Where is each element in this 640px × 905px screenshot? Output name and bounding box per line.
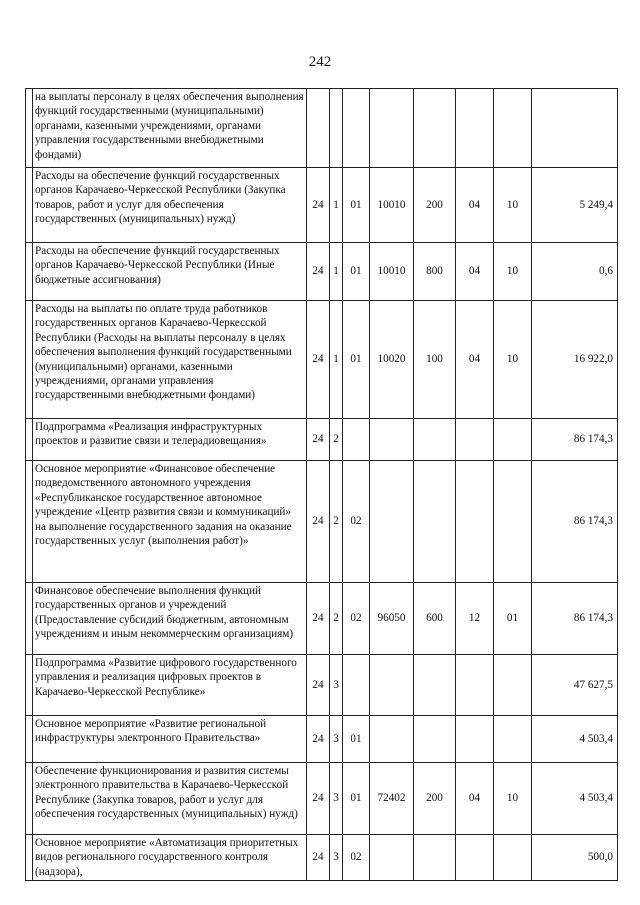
cell-pr: 2: [330, 419, 343, 461]
cell-vr: [414, 655, 456, 716]
row-name-cell: Обеспечение функционирования и развития системы электронного правительства в Карачаево-Черкесской Республике (Закупка товаров, работ и услуг для обеспечения государственных (муниципальных) нужд): [33, 763, 307, 835]
cell-pr: 1: [330, 301, 343, 419]
row-name-cell: Основное мероприятие «Автоматизация приоритетных видов регионального государственного контроля (надзора),: [33, 835, 307, 881]
cell-vr: [414, 419, 456, 461]
cell-pz: [494, 716, 532, 763]
cell-gr: 24: [307, 655, 330, 716]
table-row: [26, 716, 618, 763]
cell-csr: [370, 89, 414, 168]
cell-rz: [456, 89, 494, 168]
cell-pr: 2: [330, 583, 343, 655]
cell-rz: 04: [456, 301, 494, 419]
cell-gr: [307, 89, 330, 168]
table-row: [26, 243, 618, 301]
cell-vr: [414, 461, 456, 583]
cell-pz: 10: [494, 763, 532, 835]
cell-pr: 3: [330, 763, 343, 835]
cell-gr: 24: [307, 419, 330, 461]
cell-csr: 72402: [370, 763, 414, 835]
cell-ppr: [343, 419, 370, 461]
margin-cell: [26, 301, 33, 419]
row-name-cell: Расходы на обеспечение функций государственных органов Карачаево-Черкесской Республики (Иные бюджетные ассигнования): [33, 243, 307, 301]
margin-cell: [26, 419, 33, 461]
cell-gr: 24: [307, 168, 330, 243]
cell-ppr: 01: [343, 763, 370, 835]
cell-gr: 24: [307, 716, 330, 763]
cell-csr: 96050: [370, 583, 414, 655]
budget-table: [25, 88, 618, 881]
cell-vr: [414, 89, 456, 168]
cell-vr: 200: [414, 763, 456, 835]
margin-cell: [26, 763, 33, 835]
cell-sum: 4 503,4: [532, 716, 618, 763]
cell-sum: 5 249,4: [532, 168, 618, 243]
cell-vr: 200: [414, 168, 456, 243]
cell-sum: 0,6: [532, 243, 618, 301]
cell-vr: 800: [414, 243, 456, 301]
margin-cell: [26, 835, 33, 881]
cell-csr: 10010: [370, 168, 414, 243]
row-name-cell: Подпрограмма «Развитие цифрового государственного управления и реализация цифровых проектов в Карачаево-Черкесской Республике»: [33, 655, 307, 716]
cell-rz: 04: [456, 168, 494, 243]
cell-ppr: 01: [343, 243, 370, 301]
table-row: [26, 419, 618, 461]
cell-pr: 3: [330, 655, 343, 716]
cell-rz: [456, 419, 494, 461]
cell-sum: 500,0: [532, 835, 618, 881]
cell-csr: [370, 461, 414, 583]
cell-pz: [494, 419, 532, 461]
cell-csr: 10010: [370, 243, 414, 301]
cell-sum: 86 174,3: [532, 583, 618, 655]
cell-pz: 01: [494, 583, 532, 655]
margin-cell: [26, 655, 33, 716]
cell-pz: [494, 461, 532, 583]
cell-rz: 12: [456, 583, 494, 655]
cell-ppr: 02: [343, 461, 370, 583]
cell-gr: 24: [307, 835, 330, 881]
margin-cell: [26, 168, 33, 243]
row-name-cell: Основное мероприятие «Развитие региональной инфраструктуры электронного Правительства»: [33, 716, 307, 763]
cell-vr: [414, 716, 456, 763]
cell-gr: 24: [307, 243, 330, 301]
row-name-cell: Подпрограмма «Реализация инфраструктурных проектов и развитие связи и телерадиовещания»: [33, 419, 307, 461]
table-row: [26, 461, 618, 583]
cell-gr: 24: [307, 583, 330, 655]
cell-pz: 10: [494, 301, 532, 419]
margin-cell: [26, 89, 33, 168]
row-name-cell: Финансовое обеспечение выполнения функций государственных органов и учреждений (Предоставление субсидий бюджетным, автономным учреждениям и иным некоммерческим организациям): [33, 583, 307, 655]
cell-ppr: 02: [343, 583, 370, 655]
cell-gr: 24: [307, 461, 330, 583]
cell-pz: [494, 835, 532, 881]
table-row: [26, 835, 618, 881]
cell-vr: 100: [414, 301, 456, 419]
cell-ppr: [343, 89, 370, 168]
cell-pr: [330, 89, 343, 168]
table-row: [26, 655, 618, 716]
cell-gr: 24: [307, 763, 330, 835]
cell-pz: 10: [494, 243, 532, 301]
cell-sum: [532, 89, 618, 168]
cell-sum: 4 503,4: [532, 763, 618, 835]
cell-csr: [370, 716, 414, 763]
cell-ppr: 02: [343, 835, 370, 881]
cell-csr: [370, 419, 414, 461]
cell-pz: [494, 655, 532, 716]
cell-pz: [494, 89, 532, 168]
margin-cell: [26, 243, 33, 301]
cell-ppr: 01: [343, 716, 370, 763]
cell-rz: 04: [456, 243, 494, 301]
cell-pr: 3: [330, 716, 343, 763]
cell-vr: 600: [414, 583, 456, 655]
table-row: [26, 763, 618, 835]
row-name-cell: на выплаты персоналу в целях обеспечения выполнения функций государственными (муниципальными) органами, казенными учреждениями, органами управления государственными внебюджетными фондами): [33, 89, 307, 168]
cell-csr: 10020: [370, 301, 414, 419]
cell-sum: 86 174,3: [532, 461, 618, 583]
cell-sum: 16 922,0: [532, 301, 618, 419]
margin-cell: [26, 716, 33, 763]
table-row: [26, 89, 618, 168]
cell-ppr: [343, 655, 370, 716]
row-name-cell: Расходы на выплаты по оплате труда работников государственных органов Карачаево-Черкесской Республики (Расходы на выплаты персоналу в целях обеспечения выполнения функций государственными (муниципальными) органами, казенными учреждениями, органами управления государственными внебюджетными фондами): [33, 301, 307, 419]
cell-pr: 1: [330, 243, 343, 301]
cell-csr: [370, 835, 414, 881]
cell-ppr: 01: [343, 301, 370, 419]
cell-rz: 04: [456, 763, 494, 835]
margin-cell: [26, 461, 33, 583]
cell-gr: 24: [307, 301, 330, 419]
cell-sum: 47 627,5: [532, 655, 618, 716]
budget-table-body: [26, 89, 618, 881]
cell-rz: [456, 835, 494, 881]
cell-rz: [456, 655, 494, 716]
cell-sum: 86 174,3: [532, 419, 618, 461]
margin-cell: [26, 583, 33, 655]
cell-pr: 1: [330, 168, 343, 243]
cell-rz: [456, 461, 494, 583]
table-row: [26, 583, 618, 655]
cell-ppr: 01: [343, 168, 370, 243]
page-number: 242: [308, 54, 332, 70]
table-row: [26, 168, 618, 243]
row-name-cell: Расходы на обеспечение функций государственных органов Карачаево-Черкесской Республики (Закупка товаров, работ и услуг для обеспечения государственных (муниципальных) нужд): [33, 168, 307, 243]
row-name-cell: Основное мероприятие «Финансовое обеспечение подведомственного автономного учреждения «Республиканское государственное автономное учреждение «Центр развития связи и коммуникаций» на выполнение государственного задания на оказание государственных услуг (выполнения работ)»: [33, 461, 307, 583]
cell-csr: [370, 655, 414, 716]
cell-pr: 3: [330, 835, 343, 881]
table-row: [26, 301, 618, 419]
cell-pr: 2: [330, 461, 343, 583]
cell-rz: [456, 716, 494, 763]
cell-pz: 10: [494, 168, 532, 243]
cell-vr: [414, 835, 456, 881]
